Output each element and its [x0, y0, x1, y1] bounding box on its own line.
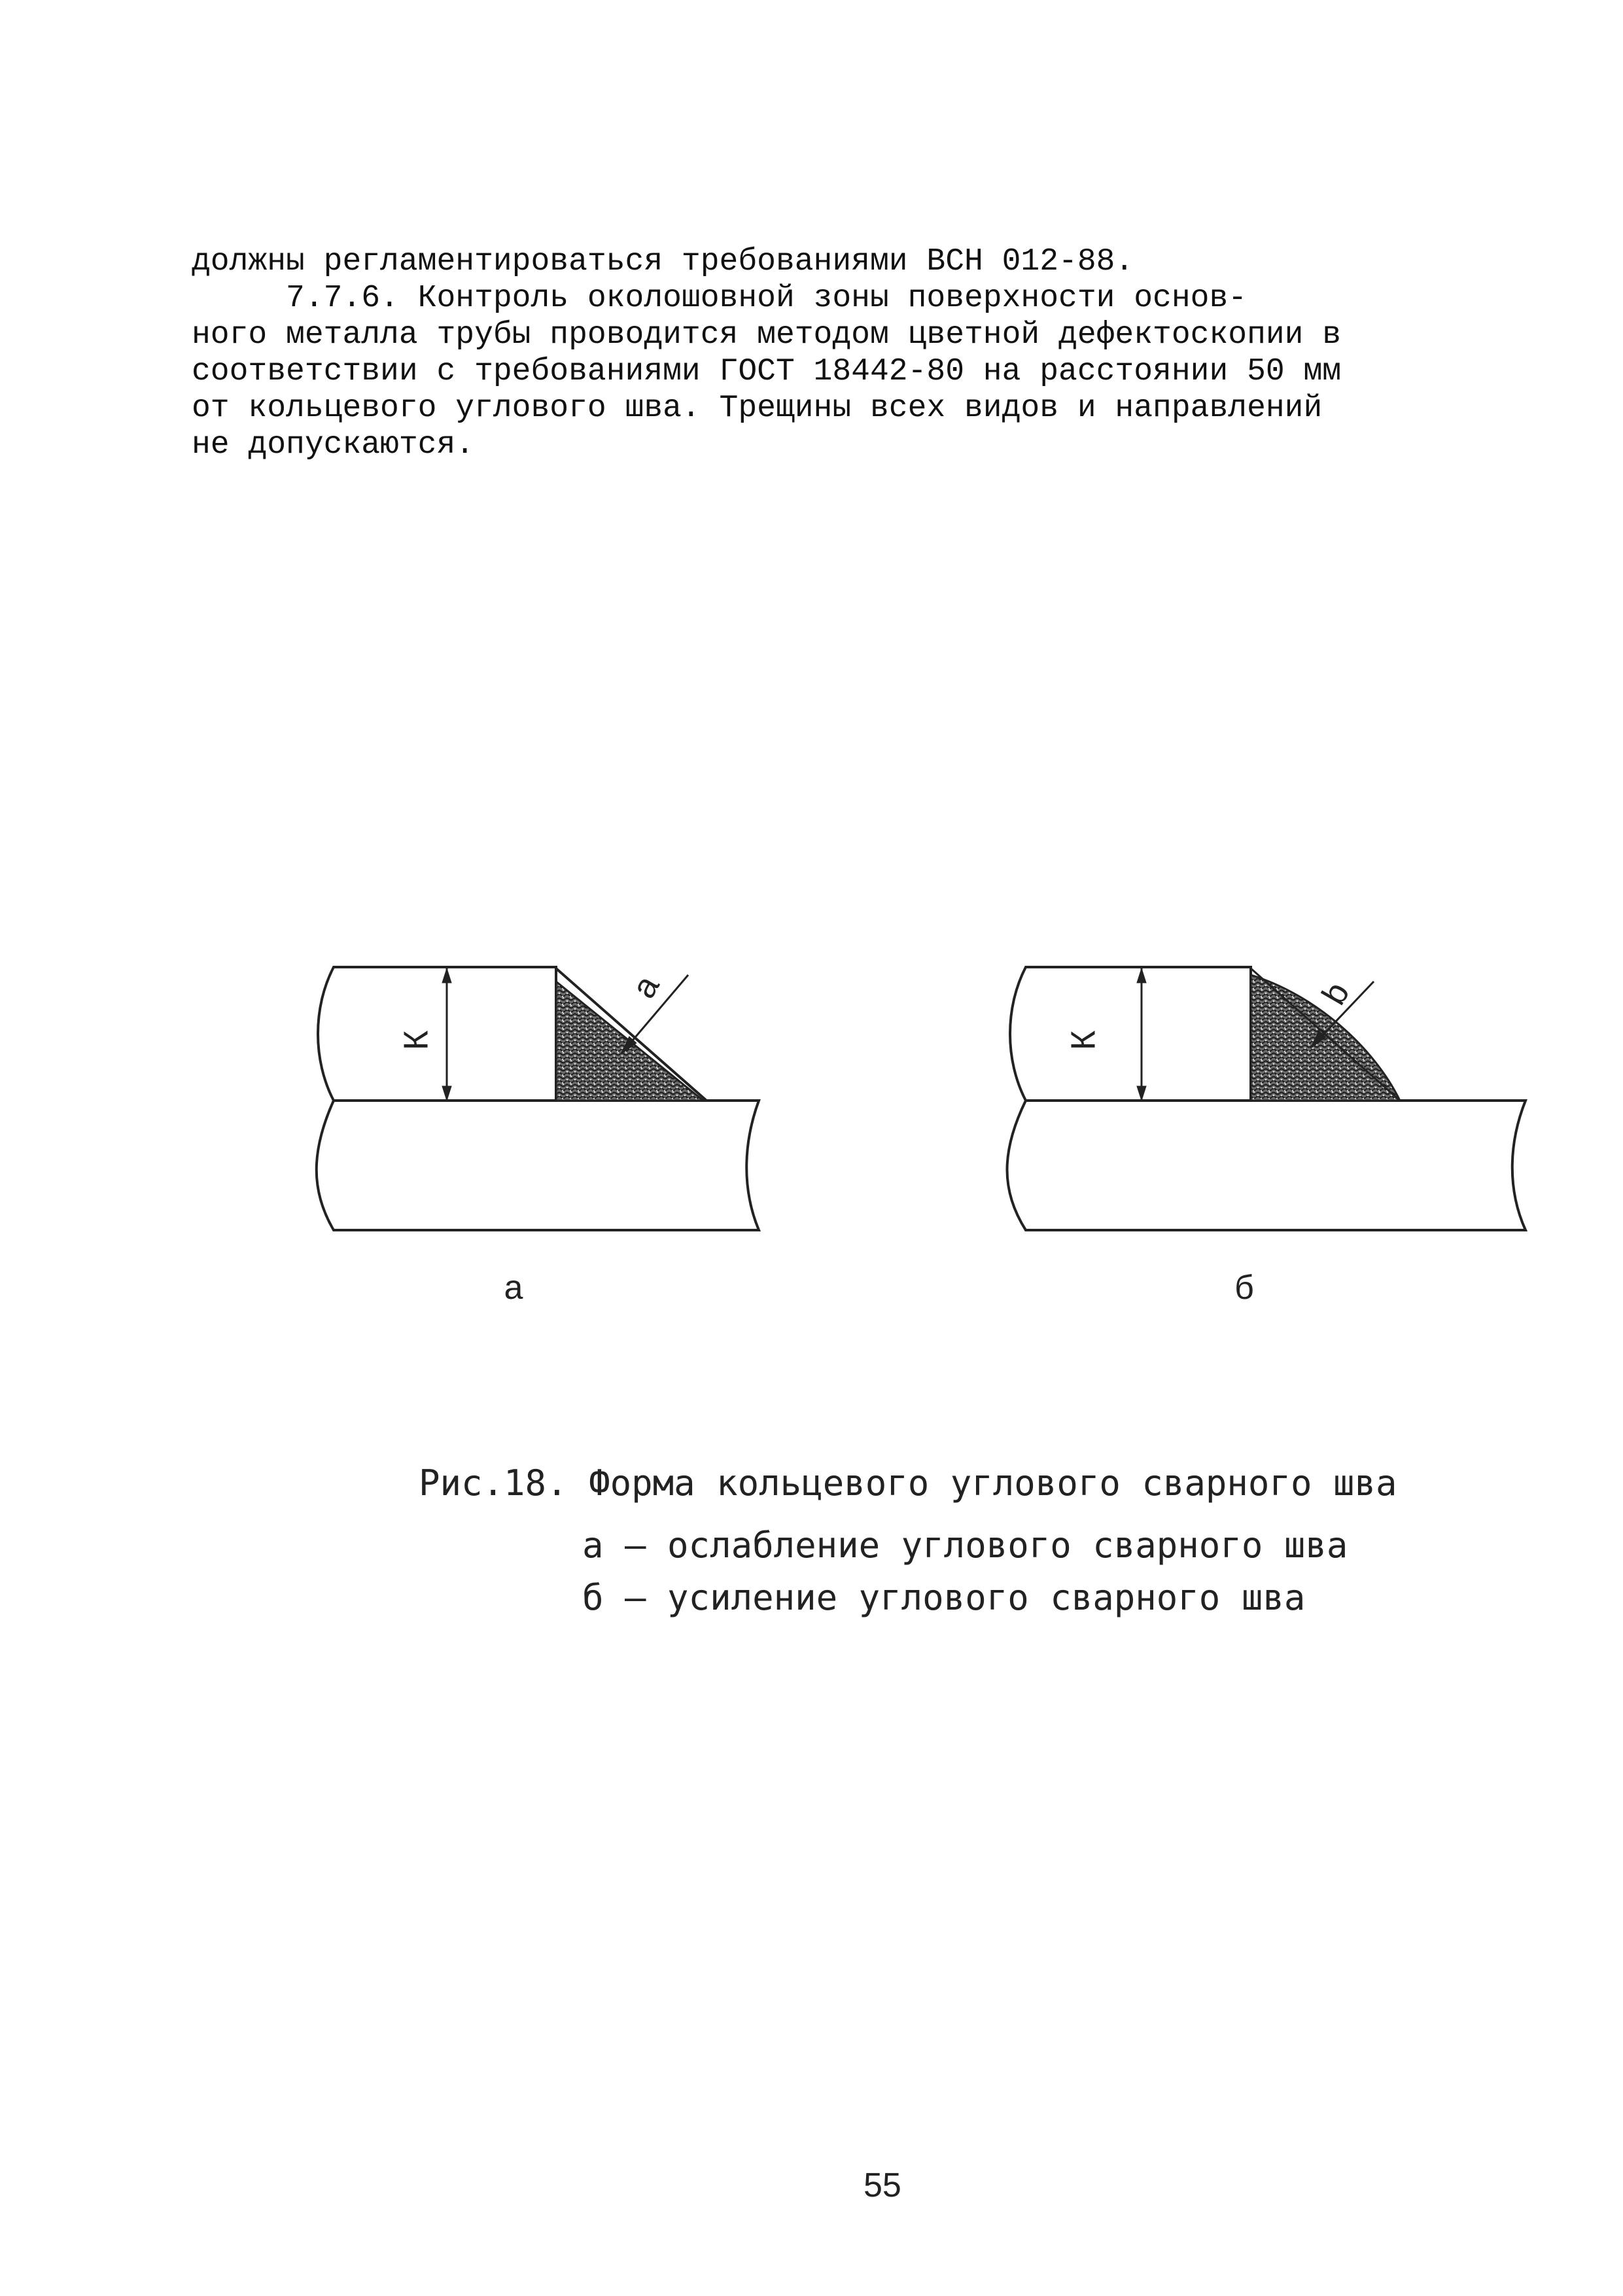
figure-caption-item-b: б – усиление углового сварного шва [582, 1577, 1306, 1618]
figure-b-upper-pipe [1010, 967, 1251, 1101]
figure-a-dim-label: a [624, 969, 667, 1005]
text-line: от кольцевого углового шва. Трещины всех видов и направлений [192, 391, 1323, 426]
figure-b-sublabel: б [1234, 1269, 1254, 1307]
text-line: не допускаются. [192, 427, 475, 463]
figure-a [317, 967, 759, 1230]
figure-a-upper-pipe [318, 967, 556, 1101]
figure-a-base-plate [317, 1101, 759, 1230]
figure-caption-item-a: а – ослабление углового сварного шва [582, 1525, 1348, 1566]
figure-b-dim-label: b [1314, 976, 1357, 1012]
text-line: должны регламентироваться требованиями ВСН 012-88. [192, 244, 1134, 279]
figure-a-k-label: К [397, 1030, 436, 1051]
figure-b [1007, 967, 1526, 1230]
text-line: соответствии с требованиями ГОСТ 18442-80 на расстоянии 50 мм [192, 354, 1342, 389]
figure-caption-title: Рис.18. Форма кольцевого углового сварного шва [419, 1462, 1397, 1504]
text-line: 7.7.6. Контроль околошовной зоны поверхности основ- [192, 281, 1248, 316]
figure-b-k-label: К [1064, 1030, 1103, 1051]
figure-b-base-plate [1007, 1101, 1526, 1230]
text-line: ного металла трубы проводится методом цветной дефектоскопии в [192, 317, 1342, 353]
figure-a-sublabel: а [504, 1269, 523, 1307]
page-number: 55 [864, 2166, 901, 2204]
